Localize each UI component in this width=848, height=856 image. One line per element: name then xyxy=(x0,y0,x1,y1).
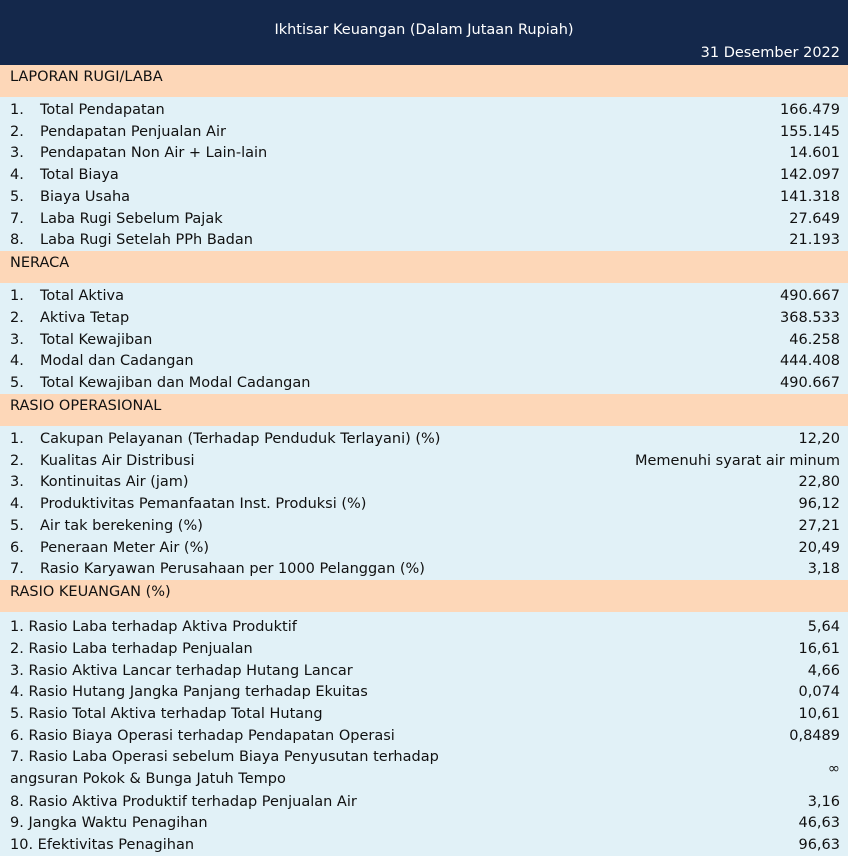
row-number: 7. xyxy=(10,561,24,578)
table-row xyxy=(0,493,848,515)
row-label: 3. Rasio Aktiva Lancar terhadap Hutang Lancar xyxy=(10,662,353,679)
table-row xyxy=(0,813,848,835)
row-label-multiline xyxy=(10,747,439,790)
row-number: 2. xyxy=(10,452,24,469)
table-row xyxy=(0,515,848,537)
row-number: 7. xyxy=(10,210,24,227)
row-value: 20,49 xyxy=(798,539,840,556)
table-row xyxy=(0,834,848,856)
section-rasio-keuangan: RASIO KEUANGAN (%) xyxy=(0,580,848,612)
row-label: 10. Efektivitas Penagihan xyxy=(10,837,195,854)
row-value: 46.258 xyxy=(789,331,840,348)
table-row xyxy=(0,703,848,725)
table-row xyxy=(0,164,848,186)
row-label: 8. Rasio Aktiva Produktif terhadap Penjualan Air xyxy=(10,793,357,810)
row-value: 0,8489 xyxy=(789,727,840,744)
table-row xyxy=(0,638,848,660)
table-row xyxy=(0,747,848,791)
row-label: Air tak berekening (%) xyxy=(40,517,203,534)
row-label: 2. Rasio Laba terhadap Penjualan xyxy=(10,640,253,657)
row-label: Biaya Usaha xyxy=(40,188,131,205)
row-value: 5,64 xyxy=(807,619,840,636)
row-label: Cakupan Pelayanan (Terhadap Penduduk Terlayani) (%) xyxy=(40,430,441,447)
row-value: 16,61 xyxy=(798,640,840,657)
table-row xyxy=(0,285,848,307)
section-neraca: NERACA xyxy=(0,251,848,283)
row-value: 0,074 xyxy=(798,684,840,701)
row-label: 9. Jangka Waktu Penagihan xyxy=(10,815,208,832)
row-value: 22,80 xyxy=(798,474,840,491)
table-row xyxy=(0,682,848,704)
row-value: 368.533 xyxy=(780,309,840,326)
table-row xyxy=(0,208,848,230)
row-label: Total Aktiva xyxy=(40,288,124,305)
row-number: 8. xyxy=(10,232,24,249)
row-number: 5. xyxy=(10,375,24,392)
row-number: 1. xyxy=(10,288,24,305)
row-label: Aktiva Tetap xyxy=(40,309,130,326)
rasio-operasional-rows xyxy=(0,428,848,580)
row-value: 27,21 xyxy=(798,517,840,534)
row-value: 142.097 xyxy=(780,167,840,184)
row-value: 141.318 xyxy=(780,188,840,205)
table-row xyxy=(0,143,848,165)
row-number: 2. xyxy=(10,309,24,326)
row-label: Laba Rugi Sebelum Pajak xyxy=(40,210,223,227)
table-row xyxy=(0,186,848,208)
row-value: 46,63 xyxy=(798,815,840,832)
row-value: 14.601 xyxy=(789,145,840,162)
row-label: 5. Rasio Total Aktiva terhadap Total Hutang xyxy=(10,706,323,723)
row-value: 10,61 xyxy=(798,706,840,723)
section-laporan-rugi-laba: LAPORAN RUGI/LABA xyxy=(0,65,848,97)
row-number: 5. xyxy=(10,517,24,534)
table-row xyxy=(0,428,848,450)
row-value: 27.649 xyxy=(789,210,840,227)
row-label: Modal dan Cadangan xyxy=(40,353,194,370)
row-value: 490.667 xyxy=(780,375,840,392)
neraca-rows xyxy=(0,285,848,394)
row-value: Memenuhi syarat air minum xyxy=(635,452,840,469)
row-number: 3. xyxy=(10,331,24,348)
section-rasio-operasional: RASIO OPERASIONAL xyxy=(0,394,848,426)
table-row xyxy=(0,121,848,143)
table-row xyxy=(0,372,848,394)
row-value: 4,66 xyxy=(807,662,840,679)
row-number: 1. xyxy=(10,430,24,447)
row-value: 155.145 xyxy=(780,123,840,140)
report-header xyxy=(0,0,848,65)
row-value: 3,18 xyxy=(807,561,840,578)
table-row xyxy=(0,725,848,747)
row-label: Kualitas Air Distribusi xyxy=(40,452,195,469)
row-value: 3,16 xyxy=(807,793,840,810)
table-row xyxy=(0,99,848,121)
row-value: 21.193 xyxy=(789,232,840,249)
row-label: Rasio Karyawan Perusahaan per 1000 Pelanggan (%) xyxy=(40,561,425,578)
row-label: Kontinuitas Air (jam) xyxy=(40,474,189,491)
row-number: 4. xyxy=(10,167,24,184)
row-label: Total Pendapatan xyxy=(40,101,165,118)
row-label: Pendapatan Non Air + Lain-lain xyxy=(40,145,268,162)
row-label: 4. Rasio Hutang Jangka Panjang terhadap Ekuitas xyxy=(10,684,368,701)
row-number: 3. xyxy=(10,145,24,162)
rasio-keuangan-rows xyxy=(0,616,848,856)
row-value: 490.667 xyxy=(780,288,840,305)
table-row xyxy=(0,616,848,638)
report-title: Ikhtisar Keuangan (Dalam Jutaan Rupiah) xyxy=(274,22,574,38)
table-row xyxy=(0,559,848,581)
row-value: 444.408 xyxy=(780,353,840,370)
row-label: Produktivitas Pemanfaatan Inst. Produksi (%) xyxy=(40,496,367,513)
row-label: Peneraan Meter Air (%) xyxy=(40,539,210,556)
row-label: Laba Rugi Setelah PPh Badan xyxy=(40,232,253,249)
row-label: Total Kewajiban xyxy=(40,331,153,348)
table-row xyxy=(0,450,848,472)
row-number: 3. xyxy=(10,474,24,491)
row-label: 6. Rasio Biaya Operasi terhadap Pendapatan Operasi xyxy=(10,727,395,744)
row-label-continued: angsuran Pokok & Bunga Jatuh Tempo xyxy=(10,770,286,787)
row-value: 166.479 xyxy=(780,101,840,118)
row-label: Total Kewajiban dan Modal Cadangan xyxy=(40,375,311,392)
row-number: 4. xyxy=(10,496,24,513)
table-row xyxy=(0,329,848,351)
table-row xyxy=(0,351,848,373)
table-row xyxy=(0,307,848,329)
row-value: 96,12 xyxy=(798,496,840,513)
row-value: ∞ xyxy=(827,760,840,777)
row-label: Pendapatan Penjualan Air xyxy=(40,123,226,140)
row-label: Total Biaya xyxy=(40,167,119,184)
report-date: 31 Desember 2022 xyxy=(700,45,840,61)
table-row xyxy=(0,791,848,813)
row-number: 2. xyxy=(10,123,24,140)
table-row xyxy=(0,230,848,252)
row-number: 4. xyxy=(10,353,24,370)
table-row xyxy=(0,660,848,682)
row-number: 5. xyxy=(10,188,24,205)
laporan-rugi-laba-rows xyxy=(0,99,848,251)
row-label: 7. Rasio Laba Operasi sebelum Biaya Penyusutan terhadap xyxy=(10,749,439,766)
row-value: 96,63 xyxy=(798,837,840,854)
row-label: 1. Rasio Laba terhadap Aktiva Produktif xyxy=(10,619,297,636)
row-value: 12,20 xyxy=(798,430,840,447)
row-number: 1. xyxy=(10,101,24,118)
table-row xyxy=(0,537,848,559)
row-number: 6. xyxy=(10,539,24,556)
table-row xyxy=(0,472,848,494)
